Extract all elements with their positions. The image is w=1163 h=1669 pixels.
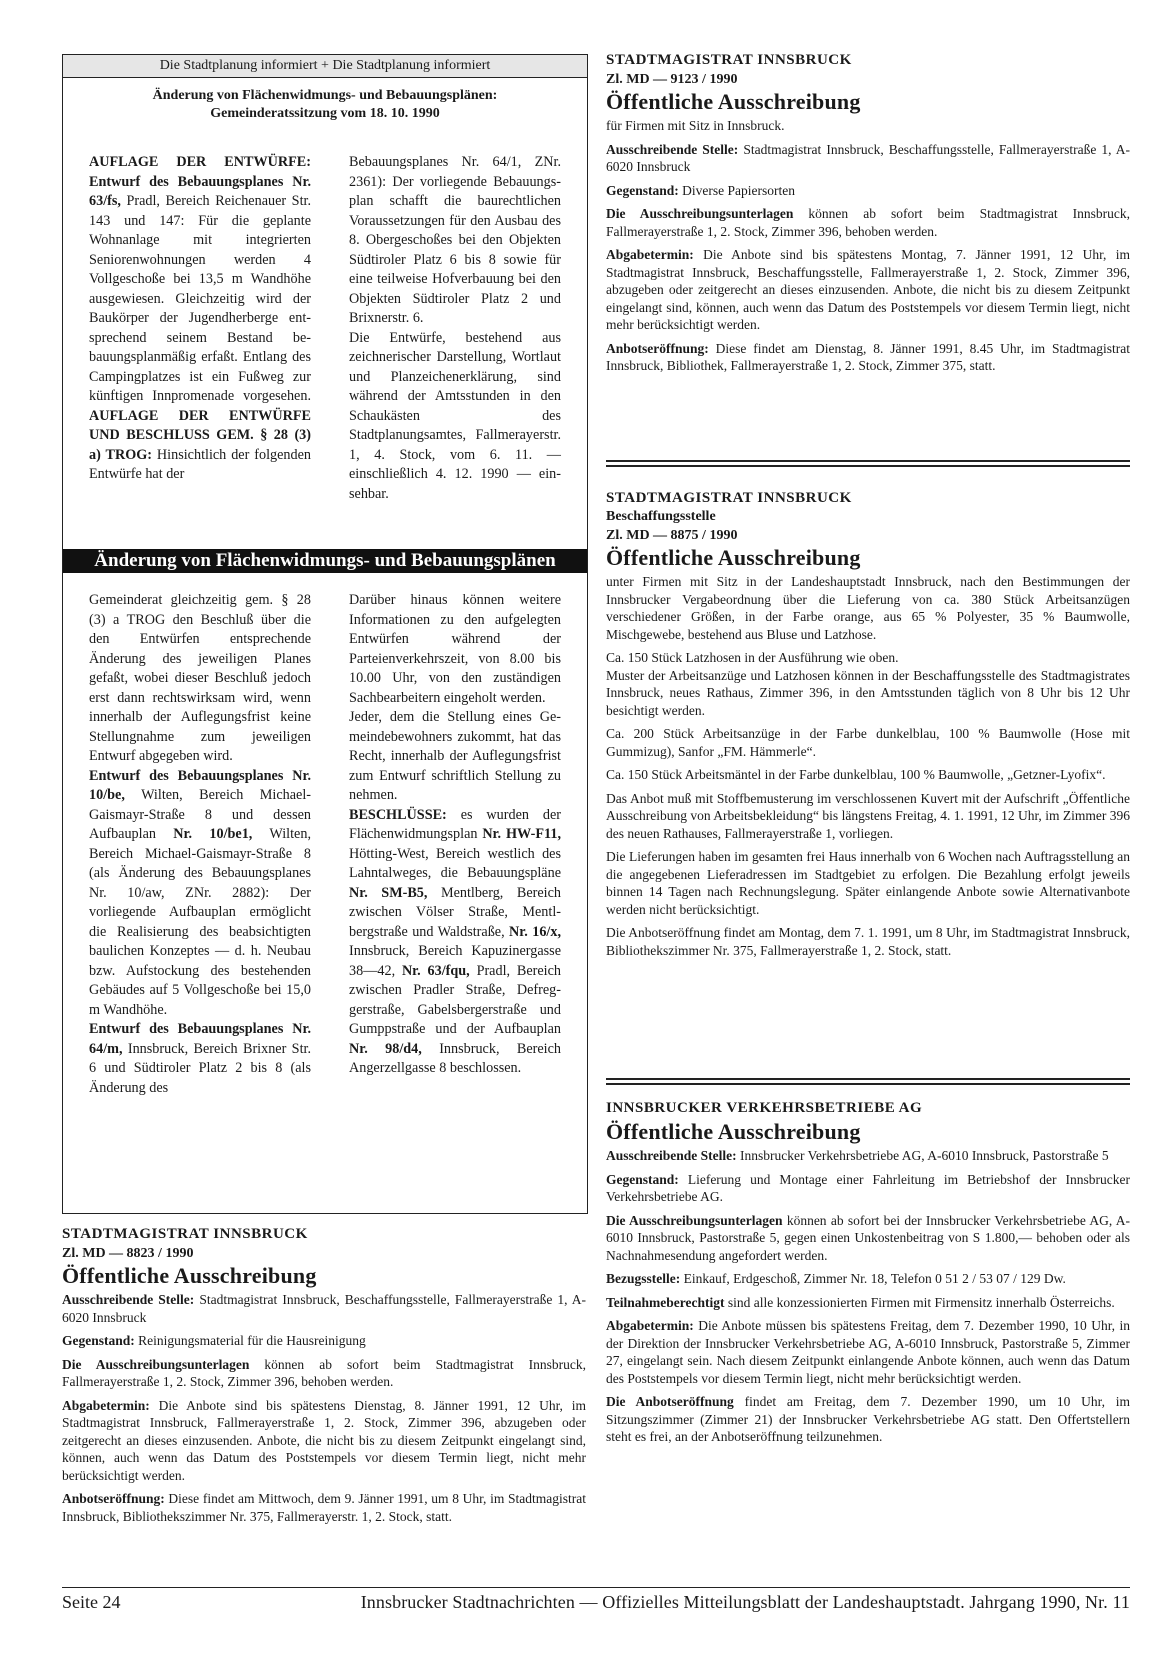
notice-c-p2: Ca. 150 Stück Latzhosen in der Ausführung wie oben.	[606, 650, 899, 665]
notice-b-ref: Zl. MD — 9123 / 1990	[606, 72, 738, 87]
notice-b-text-4: Die Anbote sind bis spätestens Montag, 7. Jänner 1991, 12 Uhr, im Stadtmagistrat Innsbruck, Beschaffungsstelle, Fallmerayerstraße 1, 2. Stock, Zimmer 396, abzugeben oder zeitgerecht an dieses einzusenden. Anbote, die nicht bis zu diesem Zeitpunkt eingelangt sind, können, auch wenn das Datum des Poststempels vor diesem Termin liegt, nicht mehr berücksichtigt werden.	[606, 247, 1130, 332]
box-column-4	[349, 591, 561, 1079]
notice-d	[606, 1100, 1130, 1452]
notice-c-p7: Die Lieferungen haben im gesamten frei Haus innerhalb von 6 Wochen nach Auftragsstellung an die angegebenen Lieferadressen im Stadtgebiet zu erfolgen. Die Bezahlung erfolgt jeweils binnen 14 Tagen nach Rechnungslegung. Später einlangende Anbote sowie Alternativanbote werden nicht berücksichtigt.	[606, 849, 1130, 917]
col3-heading-4: Entwurf des Bebauungsplanes Nr. 64/m,	[89, 1021, 311, 1057]
notice-c-org: STADTMAGISTRAT INNSBRUCK	[606, 490, 852, 506]
notice-b-title: Öffentliche Ausschreibung	[606, 89, 861, 114]
notice-a-label-4: Abgabetermin:	[62, 1397, 150, 1413]
col4-ref-4: Nr. HW-F11,	[482, 826, 561, 842]
col3-text-2: Wilten, Bereich Michael-Gaismayr-Straße 8 und dessen Aufbauplan	[89, 787, 311, 842]
col4-ref-5: Nr. SM-B5,	[349, 884, 428, 901]
box-column-1	[89, 153, 311, 485]
col4-text-5: Mentlberg, Bereich zwischen Völser Straße, Mentlbergstraße und Waldstraße,	[349, 884, 561, 940]
notice-a-label-5: Anbotseröffnung:	[62, 1491, 165, 1506]
planning-info-box	[62, 54, 588, 1214]
col4-text-1: Darüber hinaus können weitere Informationen zu den aufgelegten Entwürfen während der Parteienverkehrszeit, von 8.00 bis 10.00 Uhr, von den zuständigen Sachbearbeitern eingeholt werden.	[349, 592, 561, 706]
notice-d-text-3: können ab sofort bei der Innsbrucker Verkehrsbetriebe AG, A-6010 Innsbruck, Pastorstraße 5, gegen einen Unkostenbeitrag von S 1.800,— behoben oder als Nachnahmesendung angefordert werden.	[606, 1212, 1130, 1263]
notice-b	[606, 52, 1130, 381]
section-bar: Änderung von Flächenwidmungs- und Bebauungsplänen	[63, 549, 587, 573]
col3-text-4: Innsbruck, Bereich Brixner Str. 6 und Südtiroler Platz 2 bis 8 (als Änderung des	[89, 1040, 311, 1096]
divider-2	[606, 1078, 1130, 1085]
notice-d-text-1: Innsbrucker Verkehrsbetriebe AG, A-6010 Innsbruck, Pastorstraße 5	[736, 1148, 1109, 1163]
notice-c-p6: Das Anbot muß mit Stoffbemusterung im verschlossenen Kuvert mit der Aufschrift „Öffentliche Ausschreibung von Arbeitsbekleidung“ bis längstens Freitag, 4. 1. 1991, 12 Uhr, im Zimmer 396 des neuen Rathauses, Fallmerayerstraße 1, vorliegen.	[606, 790, 1130, 841]
notice-a-label-2: Gegenstand:	[62, 1333, 135, 1348]
footer-rule	[62, 1587, 1130, 1588]
notice-d-text-6: Die Anbote müssen bis spätestens Freitag, dem 7. Dezember 1990, 10 Uhr, in der Direktion der Innsbrucker Verkehrsbetriebe AG, A-6010 Innsbruck, Pastorstraße 5, Zimmer 27, eingelangt sein. Nach diesem Zeitpunkt einlangende Anbote können, auch wenn das Datum des Poststempels vor diesem Termin liegt, nicht mehr berücksichtigt werden.	[606, 1318, 1130, 1386]
notice-c-p8: Die Anbotseröffnung findet am Montag, dem 7. 1. 1991, um 8 Uhr, im Stadtmagistrat Innsbruck, Bibliothekszimmer Nr. 375, Fallmerayerstraße 1, 2. Stock, statt.	[606, 925, 1130, 958]
notice-b-text-3: können ab sofort beim Stadtmagistrat Innsbruck, Fallmerayerstraße 1, 2. Stock, Zimmer 396, behoben werden.	[606, 206, 1131, 239]
col4-text-8: Innsbruck, Bereich Angerzellgasse 8 beschlossen.	[349, 1040, 561, 1076]
notice-b-label-4: Abgabetermin:	[606, 247, 694, 262]
notice-d-label-6: Abgabetermin:	[606, 1318, 694, 1333]
notice-d-text-5: sind alle konzessionierten Firmen mit Firmensitz innerhalb Österreichs.	[724, 1294, 1115, 1310]
footer-publication: Innsbrucker Stadtnachrichten — Offizielles Mitteilungsblatt der Landeshauptstadt. Jahrgang 1990, Nr. 11	[360, 1592, 1130, 1612]
notice-a-text-2: Reinigungsmaterial für die Hausreinigung	[134, 1333, 366, 1348]
notice-b-label-3: Die Ausschreibungsunterlagen	[606, 206, 794, 221]
notice-c-ref: Zl. MD — 8875 / 1990	[606, 528, 738, 543]
col4-text-3: es wurden der Flächenwidmungsplan	[349, 806, 561, 842]
notice-c-body	[606, 573, 1130, 959]
notice-a-text-3: können ab sofort beim Stadtmagistrat Innsbruck, Fallmerayerstraße 1, 2. Stock, Zimmer 396, behoben werden.	[62, 1356, 587, 1389]
notice-a-text-5: Diese findet am Mittwoch, dem 9. Jänner 1991, um 8 Uhr, im Stadtmagistrat Innsbruck, Bibliothekszimmer Nr. 375, Fallmerayerstr. 1, 2. Stock, statt.	[62, 1491, 586, 1524]
col3-text-1: Gemeinderat gleichzeitig gem. § 28 (3) a TROG den Beschluß über die den Entwürfen entsprechende Änderung des jeweiligen Planes gefaßt, wobei dieser Beschluß jedoch erst dann rechtswirksam wird, wenn innerhalb der Auflegungsfrist keine Stellungnahme zum jeweiligen Entwurf abgegeben wird.	[89, 592, 311, 764]
info-banner: Die Stadtplanung informiert + Die Stadtplanung informiert	[63, 55, 587, 78]
notice-b-org: STADTMAGISTRAT INNSBRUCK	[606, 52, 852, 68]
notice-d-label-3: Die Ausschreibungsunterlagen	[606, 1212, 783, 1228]
col1-heading-1: AUFLAGE DER ENTWÜRFE: Entwurf des Bebauungsplanes Nr. 63/fs,	[89, 154, 311, 209]
box-heading	[63, 87, 587, 123]
notice-d-label-2: Gegenstand:	[606, 1171, 679, 1187]
notice-c-p3: Muster der Arbeitsanzüge und Latzhosen können in der Beschaffungsstelle des Stadtmagistrates Innsbruck, neues Rathaus, Zimmer 396, in den Amtsstunden täglich von 8 Uhr bis 12 Uhr besichtigt werden.	[606, 667, 1130, 718]
notice-b-intro: für Firmen mit Sitz in Innsbruck.	[606, 118, 785, 133]
notice-b-text-5: Diese findet am Dienstag, 8. Jänner 1991, 8.45 Uhr, im Stadtmagistrat Innsbruck, Bibliothek, Fallmerayerstraße 1, 2. Stock, Zimmer 375, statt.	[606, 340, 1130, 373]
notice-a-label-1: Ausschreibende Stelle:	[62, 1292, 195, 1307]
col4-text-6: Innsbruck, Bereich Kapuzinergasse 38—42,	[349, 943, 561, 979]
notice-c	[606, 490, 1130, 965]
notice-c-p1: unter Firmen mit Sitz in der Landeshauptstadt Innsbruck, nach den Bestimmungen der Innsbrucker Vergabeordnung über die Lieferung von ca. 380 Stück Arbeitsanzügen verschiedener Größen, in der Farbe orange, aus 65 % Polyester, 35 % Baumwolle, Mischgewebe, bestehend aus Bluse und Latzhose.	[606, 574, 1130, 642]
notice-c-title: Öffentliche Ausschreibung	[606, 545, 861, 570]
notice-c-suborg: Beschaffungsstelle	[606, 509, 716, 524]
notice-d-text-2: Lieferung und Montage einer Fahrleitung im Betriebshof der Innsbrucker Verkehrsbetriebe AG.	[606, 1171, 1130, 1204]
col4-text-2: Jeder, dem die Stellung eines Gemeindebewohners zukommt, hat das Recht, innerhalb der Auflegungsfrist zum Entwurf schriftlich Stellung zu nehmen.	[349, 709, 561, 803]
notice-b-body	[606, 117, 1130, 375]
col4-ref-6: Nr. 16/x,	[509, 923, 561, 940]
notice-d-text-4: Einkauf, Erdgeschoß, Zimmer Nr. 18, Telefon 0 51 2 / 53 07 / 129 Dw.	[680, 1271, 1066, 1286]
col2-text-2: Die Entwürfe, bestehend aus zeichnerischer Darstellung, Wortlaut und Planzeichenerklärung, sind während der Amtsstunden in den Schaukästen des Stadtplanungsamtes, Fallmerayerstr. 1, 4. Stock, vom 6. 11. — einschließlich 4. 12. 1990 — einsehbar.	[349, 329, 561, 502]
notice-a-text-4: Die Anbote sind bis spätestens Dienstag, 8. Jänner 1991, 12 Uhr, im Stadtmagistrat Innsbruck, Fallmerayerstraße 1, 2. Stock, Zimmer 396, abzugeben oder zeitgerecht an dieses einzusenden. Anbote, die nicht bis zu diesem Zeitpunkt eingelangt sind, können, auch wenn das Datum des Poststempels vor diesem Termin liegt, nicht mehr berücksichtigt werden.	[62, 1397, 586, 1483]
notice-a-body	[62, 1291, 586, 1525]
notice-d-org: INNSBRUCKER VERKEHRSBETRIEBE AG	[606, 1100, 923, 1116]
col3-heading-2: Entwurf des Bebauungsplanes Nr. 10/be,	[89, 767, 311, 803]
box-column-3	[89, 591, 311, 1098]
col4-heading-3: BESCHLÜSSE:	[349, 806, 447, 823]
notice-c-p4: Ca. 200 Stück Arbeitsanzüge in der Farbe dunkelblau, 100 % Baumwolle (Hose mit Gummizug), Sanfor „FM. Hämmerle“.	[606, 726, 1130, 759]
notice-d-label-7: Die Anbotseröffnung	[606, 1394, 734, 1409]
col2-text-1: Bebauungsplanes Nr. 64/1, ZNr. 2361): Der vorliegende Bebauungsplan schafft die baurechtlichen Voraussetzungen für den Ausbau des 8. Obergeschoßes bei den Objekten Südtiroler Platz 6 bis 8 sowie für eine teilweise Hofverbauung bei den Objekten Südtiroler Platz 2 und Brixnerstr. 6.	[349, 154, 561, 326]
box-heading-line2: Gemeinderatssitzung vom 18. 10. 1990	[210, 106, 440, 121]
box-column-2	[349, 153, 561, 504]
notice-d-body	[606, 1147, 1130, 1446]
col1-text-1: Pradl, Bereich Reichenauer Str. 143 und 147: Für die geplante Wohnanlage mit integrierten Seniorenwohnungen werden 4 Vollgeschoße bei 13,5 m Wandhöhe ausgewiesen. Gleichzeitig wird der Baukörper der Jugendherberge entsprechend seinem Bestand bebauungsplanmäßig erfaßt. Entlang des Campingplatzes ist ein Fußweg zur künftigen Innpromenade vorgesehen.	[89, 193, 311, 404]
notice-a-ref: Zl. MD — 8823 / 1990	[62, 1246, 194, 1261]
notice-a	[62, 1226, 586, 1531]
notice-d-label-5: Teilnahmeberechtigt	[606, 1294, 725, 1310]
box-heading-line1: Änderung von Flächenwidmungs- und Bebauungsplänen:	[152, 88, 498, 103]
notice-d-label-4: Bezugsstelle:	[606, 1271, 681, 1286]
notice-d-label-1: Ausschreibende Stelle:	[606, 1148, 737, 1163]
notice-b-label-5: Anbotseröffnung:	[606, 340, 709, 356]
col4-text-4: Hötting-West, Bereich westlich des Lahntalweges, die Bebauungspläne	[349, 845, 561, 881]
notice-b-label-2: Gegenstand:	[606, 182, 679, 198]
footer-page-number: Seite 24	[62, 1592, 121, 1612]
col1-heading-2: AUFLAGE DER ENTWÜRFE UND BESCHLUSS GEM. § 28 (3) a) TROG:	[89, 407, 311, 463]
col4-text-7: Pradl, Bereich zwischen Pradler Straße, Defreggerstraße, Gabelsbergerstraße und Gumppstraße und der Aufbauplan	[349, 962, 561, 1037]
notice-b-label-1: Ausschreibende Stelle:	[606, 141, 739, 157]
col4-ref-7: Nr. 63/fqu,	[401, 962, 470, 979]
notice-c-p5: Ca. 150 Stück Arbeitsmäntel in der Farbe dunkelblau, 100 % Baumwolle, „Getzner-Lyofix“.	[606, 767, 1106, 782]
notice-d-title: Öffentliche Ausschreibung	[606, 1119, 861, 1144]
notice-b-text-2: Diverse Papiersorten	[678, 182, 795, 198]
col4-ref-8: Nr. 98/d4,	[349, 1040, 422, 1057]
col3-ref-3: Nr. 10/be1,	[173, 826, 253, 842]
col1-text-2: Hinsichtlich der folgenden Entwürfe hat der	[89, 446, 311, 482]
notice-a-label-3: Die Ausschreibungsunterlagen	[62, 1356, 250, 1372]
notice-d-text-7: findet am Freitag, dem 7. Dezember 1990, um 10 Uhr, im Sitzungszimmer (Zimmer 21) der Innsbrucker Verkehrsbetriebe AG statt. Den Offertstellern steht es frei, an der Anbotseröffnung teilzunehmen.	[606, 1394, 1130, 1444]
notice-a-title: Öffentliche Ausschreibung	[62, 1263, 317, 1288]
divider-1	[606, 460, 1130, 467]
notice-a-org: STADTMAGISTRAT INNSBRUCK	[62, 1226, 308, 1242]
notice-a-text-1: Stadtmagistrat Innsbruck, Beschaffungsstelle, Fallmerayerstraße 1, A-6020 Innsbruck	[62, 1292, 586, 1325]
notice-b-text-1: Stadtmagistrat Innsbruck, Beschaffungsstelle, Fallmerayerstraße 1, A-6020 Innsbruck	[606, 141, 1130, 174]
col3-text-3: Wilten, Bereich Michael-Gaismayr-Straße 8 (als Änderung des Bebauungsplanes Nr. 10/aw, ZNr. 2882): Der vorliegende Aufbauplan ermöglicht die Realisierung des beabsichtigten baulichen Konzeptes — d. h. Neubau bzw. Aufstockung des bestehenden Gebäudes auf 5 Vollgeschoße bei 15,0 m Wandhöhe.	[89, 826, 311, 1018]
